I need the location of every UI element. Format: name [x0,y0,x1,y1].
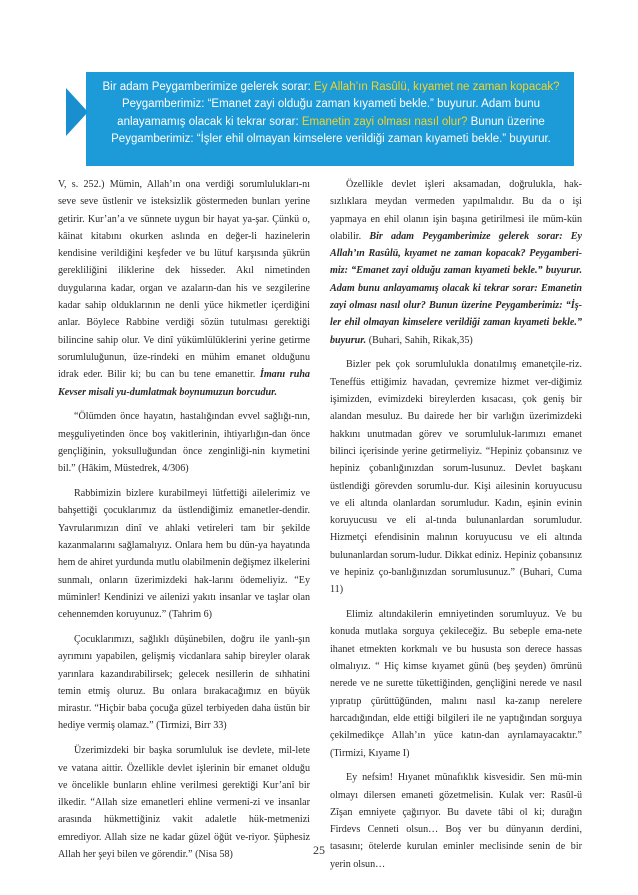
paragraph: Çocuklarımızı, sağlıklı düşünebilen, doğru ile yanlı-şın ayrımını yapabilen, gelişmiş vicdanlara sahip bireyler olarak yarınlara kazandırabilirsek; gelecek nesillerin de sıhhatini temin etmiş oluruz. Bu onlara bırakacağımız en büyük mirastır. “Hiçbir baba çocuğa güzel terbiyeden daha üstün bir hediye vermiş olamaz.” (Tirmizi, Birr 33) [58,633,310,732]
right-column [330,176,582,881]
hadith-paragraph: “Ölümden önce hayatın, hastalığından evvel sağlığı-nın, meşguliyetinden önce boş vakitlerinin, ihtiyarlığın-dan önce gençliğinin, yoksulluğundan önce zenginliği-nin kıymetini bil.” (Hâkim, Müstedrek, 4/306) [58,411,310,475]
paragraph: Elimiz altındakilerin emniyetinden sorumluyuz. Ve bu konuda mutlaka sorguya çekileceğiz. Bu sebeple ema-nete ihanet etmekten korkmalı ve bu hususta son derece hassas olmalıyız. “ Hiç kimse kıyamet günü (beş şeyden) ömrünü nerede ve ne surette tükettiğinden, gençliğini nerede ve nasıl yıpratıp çürüttüğünden, malını nasıl ka-zanıp nerelere harcadığından, elde ettiği bilgileri ile ne yaptığından sorguya çekilmedikçe Allah’ın yüce katın-dan ayrılamayacaktır.” (Tirmizi, Kıyame I) [330,609,582,759]
paragraph: Rabbimizin bizlere kurabilmeyi lütfettiği ailelerimiz ve bahşettiği çocuklarımız da üstlendiğimiz emanetler-dendir. Yavrularımızın dinî ve ahlaki vetireleri tam bir şekilde kazanmalarını sağlamalıyız. Onlara hem bu dün-ya hayatında hem de ahiret yurdunda mutlu olabilmenin değişmez ilkelerini sunmalı, onların üzerimizdeki hak-larını ödemeliyiz. “Ey müminler! Kendinizi ve ailenizi yakıtı insanlar ve taşlar olan cehennemden koruyunuz.” (Tahrim 6) [58,488,310,621]
citation-text: (Buhari, Sahih, Rikak,35) [366,334,473,346]
left-column [58,176,310,871]
banner-highlight-question-1: Ey Allah’ın Rasûlü, kıyamet ne zaman kopacak? [314,81,560,93]
paragraph [58,176,310,401]
emphasis-text: İmanı ruha Kevser misali yu-dumlatmak boynumuzun borcudur. [58,369,310,398]
paragraph-text: V, s. 252.) Mümin, Allah’ın ona verdiği sorumlulukları-nı seve seve üstlenir ve isteksizlik göstermeden bunları yerine getirir. Kur’an’a ve sünnete uygun bir hayat ya-şar. Çünkü o, kâinat kitabını okurken aslında en değer-li hazinelerin kendisine verildiğini keşfeder ve bu lütuf karşısında şükrün gerekliliğini iliklerine dek hisseder. Akıl nimetinden duygularına kadar, organ ve azaların-dan his ve sezgilerine kadar sahip olduklarının ne denli yüce hikmetler içerdiğini anlar. Böylece Rabbine verdiği sözün tutulması gerektiği bilincine sahip olur. Ve dinî yükümlülüklerini yerine getirme sorumluluğunun, üze-rindeki en mühim emanet olduğunu idrak eder. Bilir ki; bu can bu tene emanettir. [58,179,310,381]
paragraph: Bizler pek çok sorumlulukla donatılmış emanetçile-riz. Teneffüs ettiğimiz havadan, çevremize hizmet ver-diğimiz işimizden, evimizdeki bireylerden kısacası, çok geniş bir alandan mesuluz. Bu dairede her bir varlığın üzerimizdeki hakkını unutmadan görev ve sorumluluk-larımızı emanet bilinci içerisinde yerine getirmeliyiz. “Hepiniz çobansınız ve hepiniz çobanlığınızdan sorum-lusunuz. Devlet başkanı üstlendiği görevden sorumlu-dur. Kişi ailesinin koruyucusu ve eli altında olanlardan sorumludur. Kadın, eşinin evinin koruyucusu ve eli al-tında bulunanlardan sorumludur. Hizmetçi efendisinin malının koruyucusu ve eli altında bulunanlardan sorum-ludur. Dikkat ediniz. Hepiniz çobansınız ve hepiniz ço-banlığınızdan sorumlusunuz.” (Buhari, Cuma 11) [330,359,582,596]
banner-text-2: Peygamberimiz: “Emanet zayi olduğu zaman kıyameti bekle.” buyurur. Adam bunu anlayamamış olacak ki tekrar sorar: [117,98,541,128]
banner-highlight-question-2: Emanetin zayi olması nasıl olur? [301,115,468,128]
page-number: 25 [313,843,325,857]
banner-quote-text [96,79,566,149]
chevron-right-icon [66,88,88,136]
paragraph-text: Özellikle devlet işleri aksamadan, doğrulukla, hak-sızlıklara meydan vermeden yapılmalıdır. Bu da o işi yapmaya en ehil olanın işin başına getirilmesi ile müm-kün olabilir. [330,179,582,242]
paragraph: Üzerimizdeki bir başka sorumluluk ise devlete, mil-lete ve vatana aittir. Özellikle devlet işlerinin bir emanet olduğu ve öncelikle bunların ehline verilmesi gerektiği Kur’anî bir ilkedir. “Allah size emanetleri ehline vermeni-zi ve insanlar arasında hükmettiğiniz vakit adaletle hük-metmenizi emrediyor. Allah size ne kadar güzel öğüt ve-riyor. Şüphesiz Allah her şeyi bilen ve görendir.” (Nisa 58) [58,745,310,860]
paragraph: Ey nefsim! Hıyanet münafıklık kisvesidir. Sen mü-min olmayı dilersen emaneti gözetmelisin. Kulak ver: Rasûl-ü Zîşan emniyete çağırıyor. Bu davete tâbi ol ki; durağın Firdevs Cenneti olsun… Boş ver bu dünyanın derdini, tasasını; ötelerde kurulan eminler meclisinde senin de bir yerin olsun… [330,772,582,870]
banner-text-1: Bir adam Peygamberimize gelerek sorar: [102,81,315,93]
paragraph [330,176,582,349]
emphasis-hadith-text: Bir adam Peygamberimize gelerek sorar: Ey Allah’ın Rasûlü, kıyamet ne zaman kopacak? Peygamberi-miz: “Emanet zayi olduğu zaman kıyameti bekle.” buyurur. Adam bunu anlayamamış olacak ki tekrar sorar: Emanetin zayi olması nasıl olur? Bunun üzerine Peygamberimiz: “İş-ler ehil olmayan kimselere verildiği zaman kıyameti bekle.” buyurur. [330,230,582,346]
banner-text-3: Bunun üzerine Peygamberimiz: “İşler ehil olmayan kimselere verildiği zaman kıyameti bekle.” buyurur. [111,115,551,146]
